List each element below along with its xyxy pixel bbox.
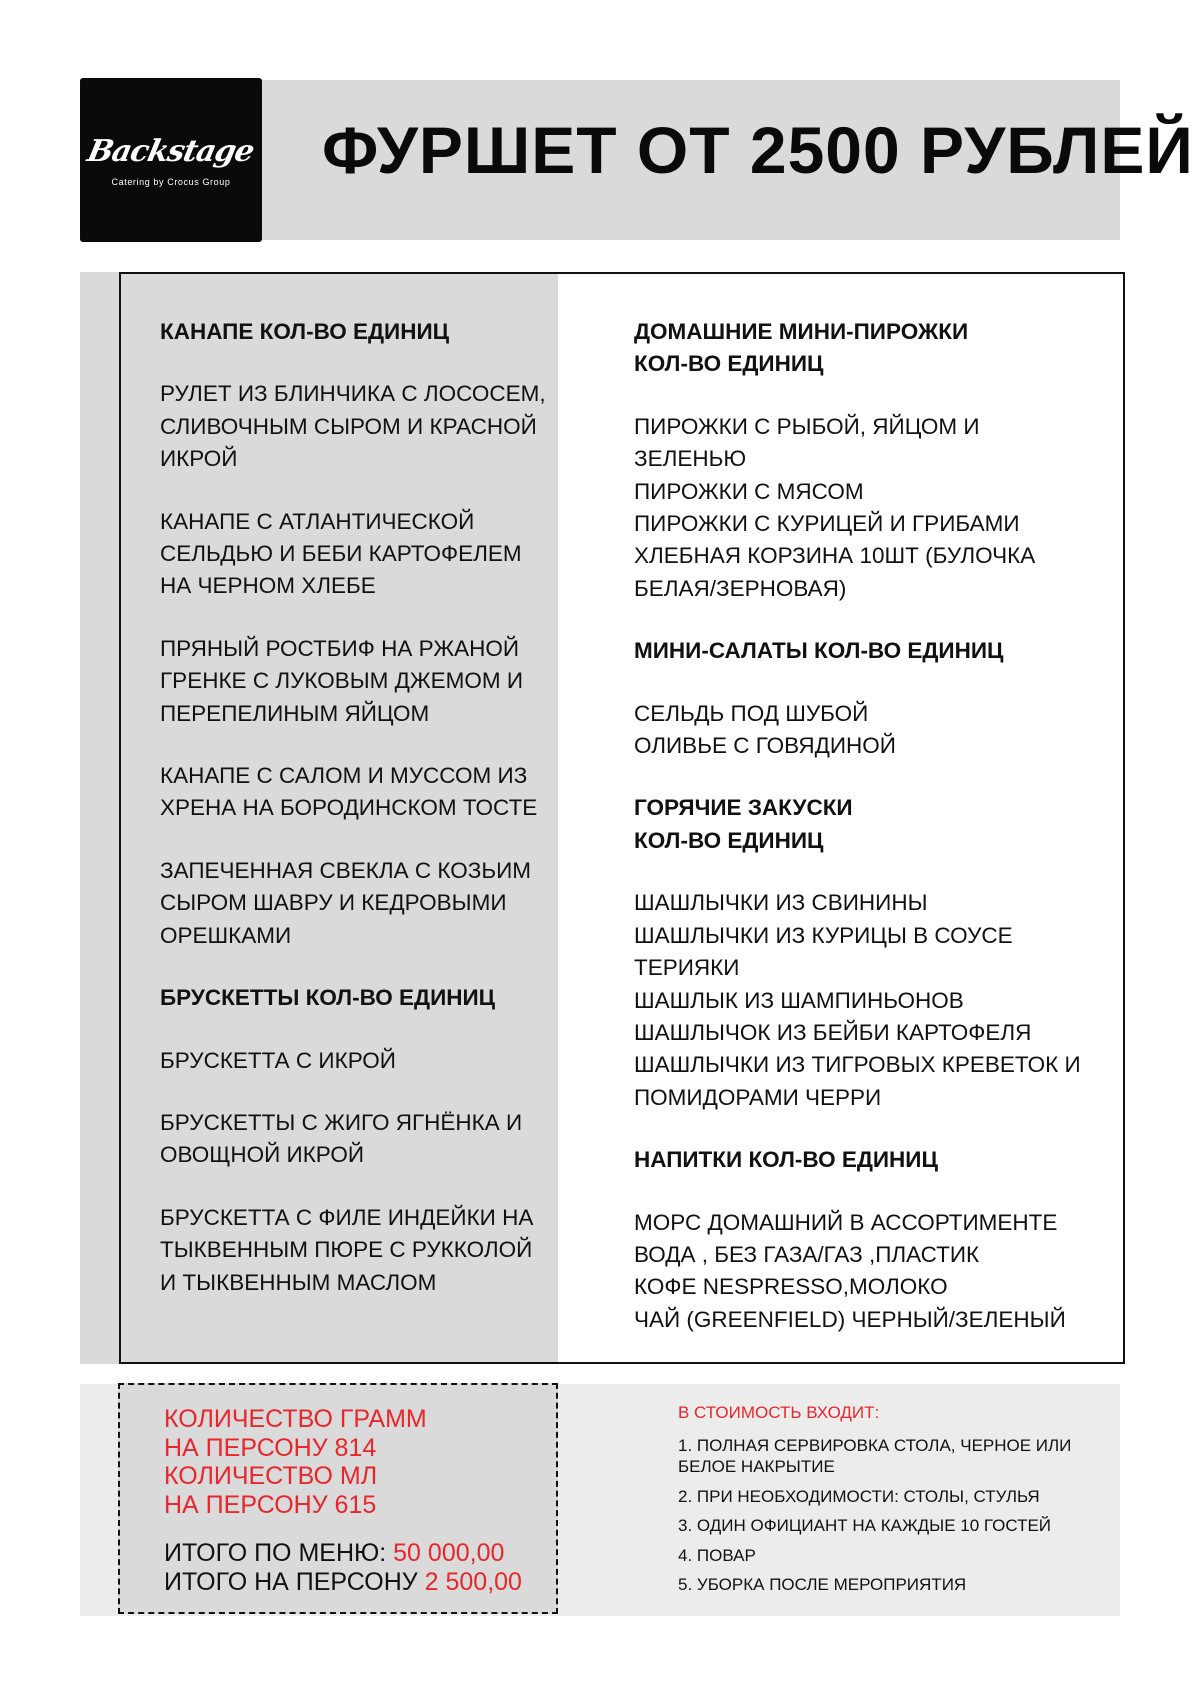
menu-item: ШАШЛЫЧОК ИЗ БЕЙБИ КАРТОФЕЛЯ	[634, 1019, 1032, 1045]
section-hot-snacks	[634, 792, 1094, 1114]
menu-item: ХЛЕБНАЯ КОРЗИНА 10ШТ (БУЛОЧКА БЕЛАЯ/ЗЕРНОВАЯ)	[634, 543, 1036, 601]
section-mini-salads	[634, 635, 1094, 762]
menu-right-column	[634, 316, 1094, 1366]
menu-item: ПИРОЖКИ С РЫБОЙ, ЯЙЦОМ И ЗЕЛЕНЬЮ	[634, 413, 980, 472]
section-mini-pies	[634, 316, 1094, 605]
menu-item: ШАШЛЫЧКИ ИЗ КУРИЦЫ В СОУСЕ ТЕРИЯКИ	[634, 922, 1013, 981]
menu-item: МОРС ДОМАШНИЙ В АССОРТИМЕНТЕ	[634, 1209, 1058, 1235]
menu-total-label: ИТОГО ПО МЕНЮ:	[164, 1539, 394, 1567]
section-title	[634, 792, 1094, 857]
section-bruschettas	[160, 982, 550, 1299]
ml-value: НА ПЕРСОНУ 615	[164, 1490, 377, 1519]
menu-item: БРУСКЕТТЫ С ЖИГО ЯГНЁНКА И ОВОЩНОЙ ИКРОЙ	[160, 1109, 523, 1168]
includes-block	[678, 1402, 1098, 1604]
menu-item: ПИРОЖКИ С МЯСОМ	[634, 478, 864, 504]
menu-total	[164, 1539, 522, 1568]
includes-item: 4. ПОВАР	[678, 1545, 756, 1565]
menu-item: ШАШЛЫК ИЗ ШАМПИНЬОНОВ	[634, 987, 964, 1013]
menu-item: ЗАПЕЧЕННАЯ СВЕКЛА С КОЗЬИМ СЫРОМ ШАВРУ И КЕДРОВЫМИ ОРЕШКАМИ	[160, 857, 532, 948]
menu-item: СЕЛЬДЬ ПОД ШУБОЙ	[634, 700, 869, 726]
menu-total-value: 50 000,00	[393, 1539, 505, 1567]
section-title-line: КОЛ-ВО ЕДИНИЦ	[634, 827, 824, 853]
menu-item: ШАШЛЫЧКИ ИЗ ТИГРОВЫХ КРЕВЕТОК И ПОМИДОРАМИ ЧЕРРИ	[634, 1052, 1081, 1110]
section-drinks	[634, 1144, 1094, 1336]
menu-item: ПИРОЖКИ С КУРИЦЕЙ И ГРИБАМИ	[634, 511, 1020, 537]
includes-item: 3. ОДИН ОФИЦИАНТ НА КАЖДЫЕ 10 ГОСТЕЙ	[678, 1516, 1052, 1535]
per-person-value: 2 500,00	[424, 1567, 522, 1596]
section-title-line: ГОРЯЧИЕ ЗАКУСКИ	[634, 795, 853, 821]
menu-item: ШАШЛЫЧКИ ИЗ СВИНИНЫ	[634, 890, 928, 916]
logo-brand-name: Backstage	[84, 133, 258, 169]
section-title: НАПИТКИ КОЛ-ВО ЕДИНИЦ	[634, 1147, 938, 1173]
menu-item: ВОДА , БЕЗ ГАЗА/ГАЗ ,ПЛАСТИК	[634, 1241, 980, 1267]
menu-item: ОЛИВЬЕ С ГОВЯДИНОЙ	[634, 733, 896, 759]
section-title: БРУСКЕТТЫ КОЛ-ВО ЕДИНИЦ	[160, 985, 496, 1011]
menu-item: БРУСКЕТТА С ИКРОЙ	[160, 1047, 396, 1073]
menu-item: ПРЯНЫЙ РОСТБИФ НА РЖАНОЙ ГРЕНКЕ С ЛУКОВЫМ ДЖЕМОМ И ПЕРЕПЕЛИНЫМ ЯЙЦОМ	[160, 635, 524, 726]
grams-value: НА ПЕРСОНУ 814	[164, 1433, 377, 1462]
section-title-line: КОЛ-ВО ЕДИНИЦ	[634, 351, 824, 377]
menu-item: ЧАЙ (GREENFIELD) ЧЕРНЫЙ/ЗЕЛЕНЫЙ	[634, 1306, 1066, 1332]
logo-tagline: Catering by Crocus Group	[111, 176, 231, 187]
includes-title: В СТОИМОСТЬ ВХОДИТ:	[678, 1403, 880, 1422]
section-title	[634, 316, 1094, 381]
menu-item: РУЛЕТ ИЗ БЛИНЧИКА С ЛОСОСЕМ, СЛИВОЧНЫМ СЫРОМ И КРАСНОЙ ИКРОЙ	[160, 381, 546, 472]
section-title: КАНАПЕ КОЛ-ВО ЕДИНИЦ	[160, 319, 450, 344]
menu-item: КАНАПЕ С САЛОМ И МУССОМ ИЗ ХРЕНА НА БОРОДИНСКОМ ТОСТЕ	[160, 763, 538, 821]
section-title: МИНИ-САЛАТЫ КОЛ-ВО ЕДИНИЦ	[634, 638, 1004, 664]
menu-item: КОФЕ NESPRESSO,МОЛОКО	[634, 1274, 948, 1300]
brand-logo	[80, 78, 262, 242]
includes-item: 2. ПРИ НЕОБХОДИМОСТИ: СТОЛЫ, СТУЛЬЯ	[678, 1486, 1040, 1506]
menu-left-column	[160, 316, 550, 1329]
includes-item: 1. ПОЛНАЯ СЕРВИРОВКА СТОЛА, ЧЕРНОЕ ИЛИ БЕЛОЕ НАКРЫТИЕ	[678, 1435, 1072, 1476]
section-canapes	[160, 316, 550, 952]
menu-item: КАНАПЕ С АТЛАНТИЧЕСКОЙ СЕЛЬДЬЮ И БЕБИ КАРТОФЕЛЕМ НА ЧЕРНОМ ХЛЕБЕ	[160, 508, 522, 599]
per-person-total	[164, 1568, 522, 1597]
totals-block	[164, 1405, 522, 1596]
per-person-label: ИТОГО НА ПЕРСОНУ	[164, 1567, 425, 1596]
grams-label: КОЛИЧЕСТВО ГРАММ	[164, 1405, 427, 1433]
section-title-line: ДОМАШНИЕ МИНИ-ПИРОЖКИ	[634, 319, 969, 344]
ml-label: КОЛИЧЕСТВО МЛ	[164, 1462, 378, 1490]
page-title: ФУРШЕТ ОТ 2500 РУБЛЕЙ	[322, 113, 1194, 187]
includes-item: 5. УБОРКА ПОСЛЕ МЕРОПРИЯТИЯ	[678, 1575, 967, 1594]
menu-item: БРУСКЕТТА С ФИЛЕ ИНДЕЙКИ НА ТЫКВЕННЫМ ПЮРЕ С РУККОЛОЙ И ТЫКВЕННЫМ МАСЛОМ	[160, 1204, 534, 1295]
